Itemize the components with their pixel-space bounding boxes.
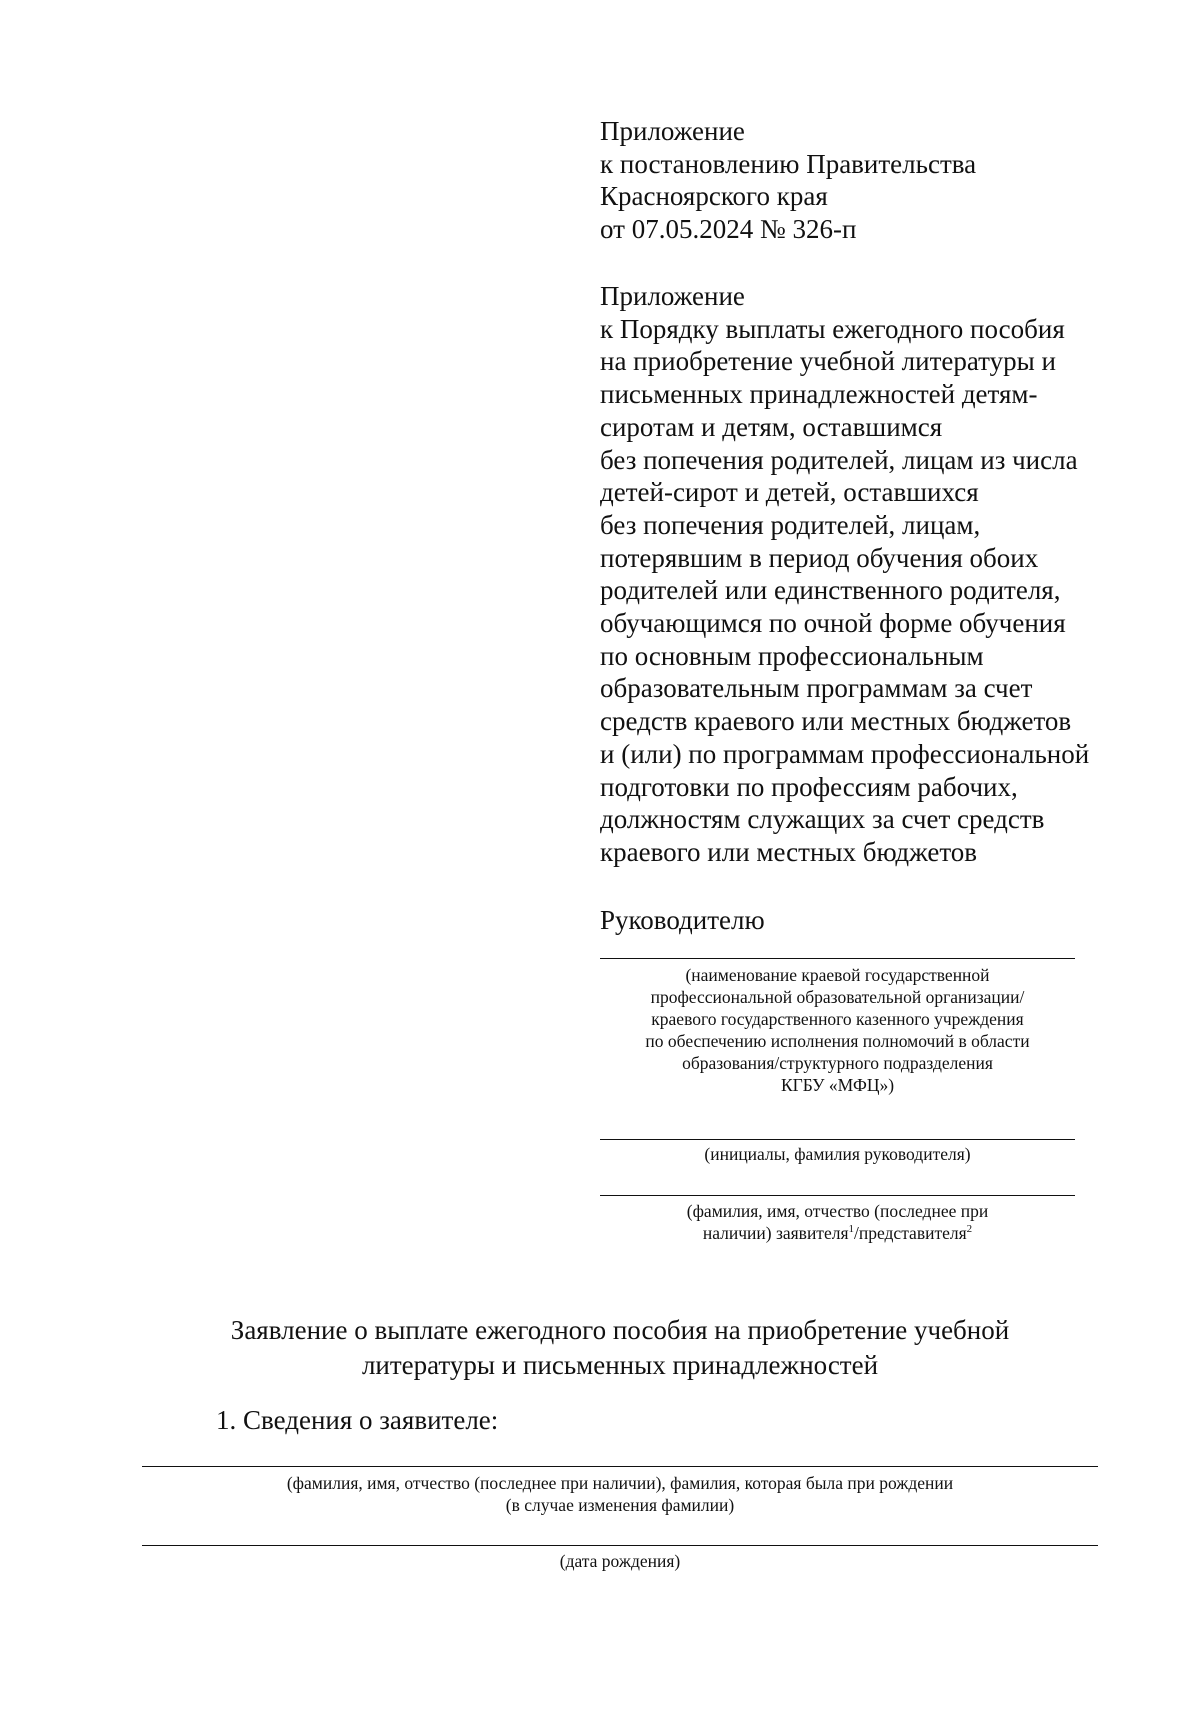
representative-caption-text: /представителя: [854, 1223, 967, 1243]
organization-name-field[interactable]: [600, 958, 1075, 959]
appendix-2-line: потерявшим в период обучения обоих: [600, 542, 1039, 573]
birth-date-field[interactable]: [142, 1545, 1098, 1546]
applicant-caption: [600, 1200, 1075, 1244]
head-caption: [600, 1143, 1075, 1165]
appendix-2-line: без попечения родителей, лицам,: [600, 509, 981, 540]
footnote-ref-2[interactable]: 2: [966, 1223, 973, 1236]
applicant-caption-line: [600, 1222, 1075, 1244]
appendix-2-line: письменных принадлежностей детям-: [600, 379, 1038, 410]
organization-caption-line: (наименование краевой государственной: [685, 965, 990, 985]
organization-caption: [600, 964, 1075, 1096]
birth-date-caption-text: (дата рождения): [559, 1551, 681, 1571]
appendix-2-line: родителей или единственного родителя,: [600, 575, 1061, 606]
appendix-2-line: к Порядку выплаты ежегодного пособия: [600, 313, 1065, 344]
application-title: [120, 1313, 1120, 1383]
application-title-line: литературы и письменных принадлежностей: [361, 1350, 879, 1380]
addressee-heading: Руководителю: [600, 905, 765, 935]
full-name-caption-line: (в случае изменения фамилии): [505, 1495, 735, 1515]
organization-caption-line: краевого государственного казенного учреждения: [651, 1009, 1024, 1029]
organization-caption-line: образования/структурного подразделения: [682, 1053, 993, 1073]
organization-caption-line: профессиональной образовательной организации/: [650, 987, 1025, 1007]
head-name-field[interactable]: [600, 1139, 1075, 1140]
applicant-caption-line: (фамилия, имя, отчество (последнее при: [686, 1201, 989, 1221]
applicant-name-field[interactable]: [600, 1195, 1075, 1196]
appendix-2-line: по основным профессиональным: [600, 640, 984, 671]
appendix-2-line: на приобретение учебной литературы и: [600, 346, 1056, 377]
appendix-1-line: от 07.05.2024 № 326-п: [600, 214, 857, 245]
appendix-2-line: и (или) по программам профессиональной: [600, 738, 1090, 769]
full-name-caption-line: (фамилия, имя, отчество (последнее при наличии), фамилия, которая была при рождении: [286, 1473, 954, 1493]
appendix-1-line: Красноярского края: [600, 181, 828, 212]
appendix-2-line: сиротам и детям, оставшимся: [600, 411, 943, 442]
section-1-heading: 1. Сведения о заявителе:: [216, 1405, 499, 1435]
appendix-1-line: Приложение: [600, 116, 745, 146]
appendix-2-line: подготовки по профессиям рабочих,: [600, 771, 1018, 802]
organization-caption-line: по обеспечению исполнения полномочий в области: [645, 1031, 1030, 1051]
application-title-line: Заявление о выплате ежегодного пособия на приобретение учебной: [230, 1315, 1010, 1345]
appendix-government-resolution: [600, 115, 1160, 246]
head-caption-text: (инициалы, фамилия руководителя): [704, 1144, 971, 1164]
appendix-2-line: детей-сирот и детей, оставшихся: [600, 477, 979, 508]
birth-date-caption: [142, 1550, 1098, 1572]
appendix-2-line: без попечения родителей, лицам из числа: [600, 444, 1078, 475]
appendix-2-line: краевого или местных бюджетов: [600, 836, 978, 867]
appendix-2-line: обучающимся по очной форме обучения: [600, 608, 1066, 639]
appendix-2-line: должностям служащих за счет средств: [600, 804, 1045, 835]
appendix-2-line: образовательным программам за счет: [600, 673, 1033, 704]
full-name-caption: [142, 1472, 1098, 1516]
footnote-ref-1[interactable]: 1: [848, 1223, 855, 1236]
appendix-1-line: к постановлению Правительства: [600, 148, 977, 179]
appendix-2-line: Приложение: [600, 281, 745, 311]
appendix-payment-procedure: [600, 280, 1160, 869]
full-name-field[interactable]: [142, 1466, 1098, 1467]
applicant-caption-text: наличии) заявителя: [702, 1223, 849, 1243]
organization-caption-line: КГБУ «МФЦ»): [780, 1075, 895, 1095]
appendix-2-line: средств краевого или местных бюджетов: [600, 706, 1072, 737]
